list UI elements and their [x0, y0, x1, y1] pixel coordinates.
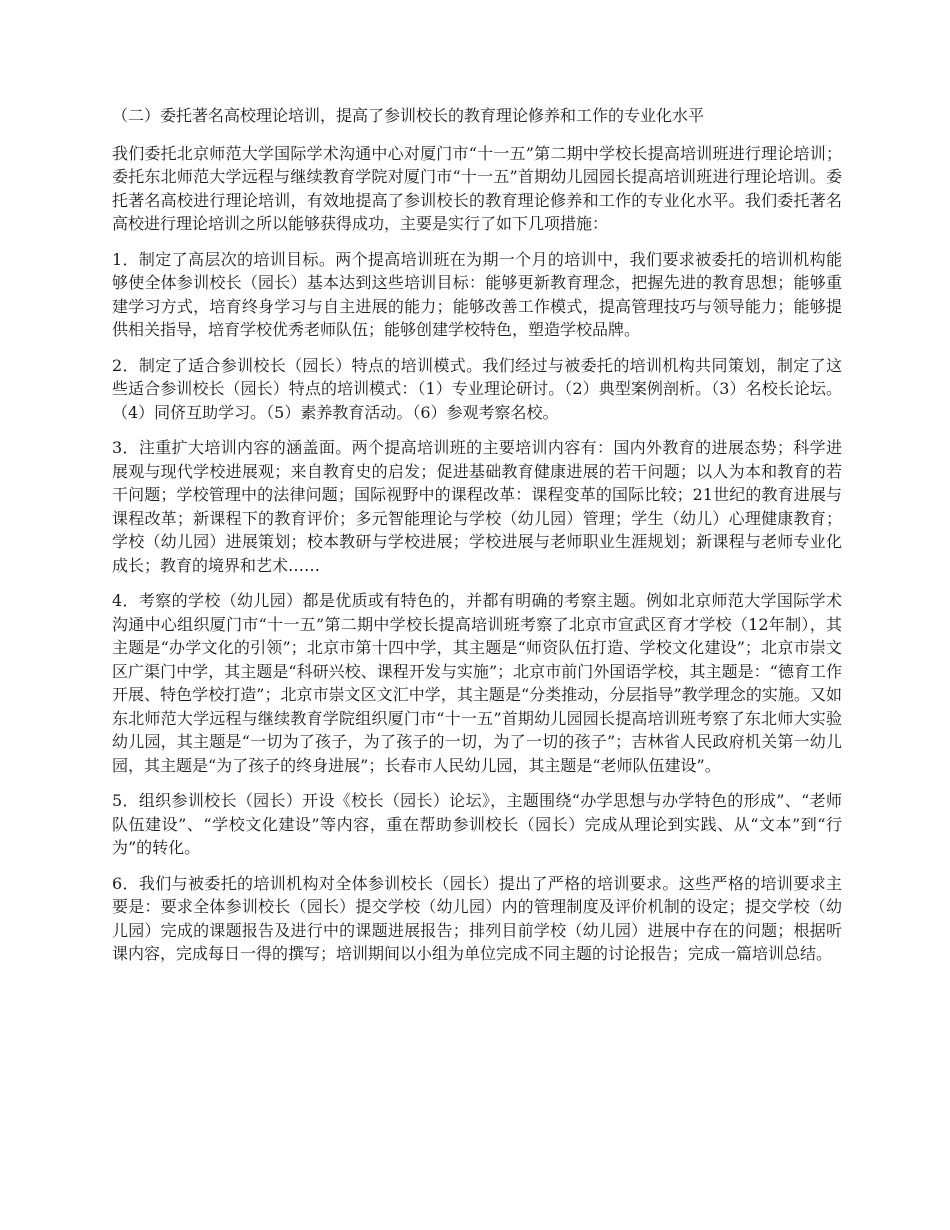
paragraph-item-4: 4．考察的学校（幼儿园）都是优质或有特色的，并都有明确的考察主题。例如北京师范大学国际学术沟通中心组织厦门市“十一五”第二期中学校长提高培训班考察了北京市宣武区育才学校（12年制），其主题是“办学文化的引领”；北京市第十四中学，其主题是“师资队伍打造、学校文化建设”；北京市崇文区广渠门中学，其主题是“科研兴校、课程开发与实施”；北京市前门外国语学校，其主题是：“德育工作开展、特色学校打造”；北京市崇文区文汇中学，其主题是“分类推动，分层指导”教学理念的实施。又如东北师范大学远程与继续教育学院组织厦门市“十一五”首期幼儿园园长提高培训班考察了东北师大实验幼儿园，其主题是“一切为了孩子，为了孩子的一切，为了一切的孩子”；吉林省人民政府机关第一幼儿园，其主题是“为了孩子的终身进展”；长春市人民幼儿园，其主题是“老师队伍建设”。 [112, 591, 842, 775]
paragraph-item-1: 1．制定了高层次的培训目标。两个提高培训班在为期一个月的培训中，我们要求被委托的培训机构能够使全体参训校长（园长）基本达到这些培训目标：能够更新教育理念，把握先进的教育思想；能够重建学习方式，培育终身学习与自主进展的能力；能够改善工作模式，提高管理技巧与领导能力；能够提供相关指导，培育学校优秀老师队伍；能够创建学校特色，塑造学校品牌。 [112, 249, 842, 339]
section-heading: （二）委托著名高校理论培训，提高了参训校长的教育理论修养和工作的专业化水平 [112, 106, 705, 125]
paragraph-item-5: 5．组织参训校长（园长）开设《校长（园长）论坛》，主题围绕“办学思想与办学特色的形成”、“老师队伍建设”、“学校文化建设”等内容，重在帮助参训校长（园长）完成从理论到实践、从“文本”到“行为”的转化。 [112, 791, 842, 857]
paragraph-item-2: 2．制定了适合参训校长（园长）特点的培训模式。我们经过与被委托的培训机构共同策划，制定了这些适合参训校长（园长）特点的培训模式：（1）专业理论研讨。（2）典型案例剖析。（3）名校长论坛。（4）同侪互助学习。（5）素养教育活动。（6）参观考察名校。 [112, 355, 842, 422]
document-page [112, 104, 842, 978]
paragraph-item-6: 6．我们与被委托的培训机构对全体参训校长（园长）提出了严格的培训要求。这些严格的培训要求主要是：要求全体参训校长（园长）提交学校（幼儿园）内的管理制度及评价机制的设定；提交学校（幼儿园）完成的课题报告及进行中的课题进展报告；排列目前学校（幼儿园）进展中存在的问题；根据听课内容，完成每日一得的撰写；培训期间以小组为单位完成不同主题的讨论报告；完成一篇培训总结。 [112, 873, 842, 963]
paragraph-intro: 我们委托北京师范大学国际学术沟通中心对厦门市“十一五”第二期中学校长提高培训班进行理论培训；委托东北师范大学远程与继续教育学院对厦门市“十一五”首期幼儿园园长提高培训班进行理论培训。委托著名高校进行理论培训，有效地提高了参训校长的教育理论修养和工作的专业化水平。我们委托著名高校进行理论培训之所以能够获得成功，主要是实行了如下几项措施： [112, 143, 842, 233]
paragraph-item-3: 3．注重扩大培训内容的涵盖面。两个提高培训班的主要培训内容有：国内外教育的进展态势；科学进展观与现代学校进展观；来自教育史的启发；促进基础教育健康进展的若干问题；以人为本和教育的若干问题；学校管理中的法律问题；国际视野中的课程改革：课程变革的国际比较；21世纪的教育进展与课程改革；新课程下的教育评价；多元智能理论与学校（幼儿园）管理；学生（幼儿）心理健康教育；学校（幼儿园）进展策划；校本教研与学校进展；学校进展与老师职业生涯规划；新课程与老师专业化成长；教育的境界和艺术…… [112, 438, 842, 575]
